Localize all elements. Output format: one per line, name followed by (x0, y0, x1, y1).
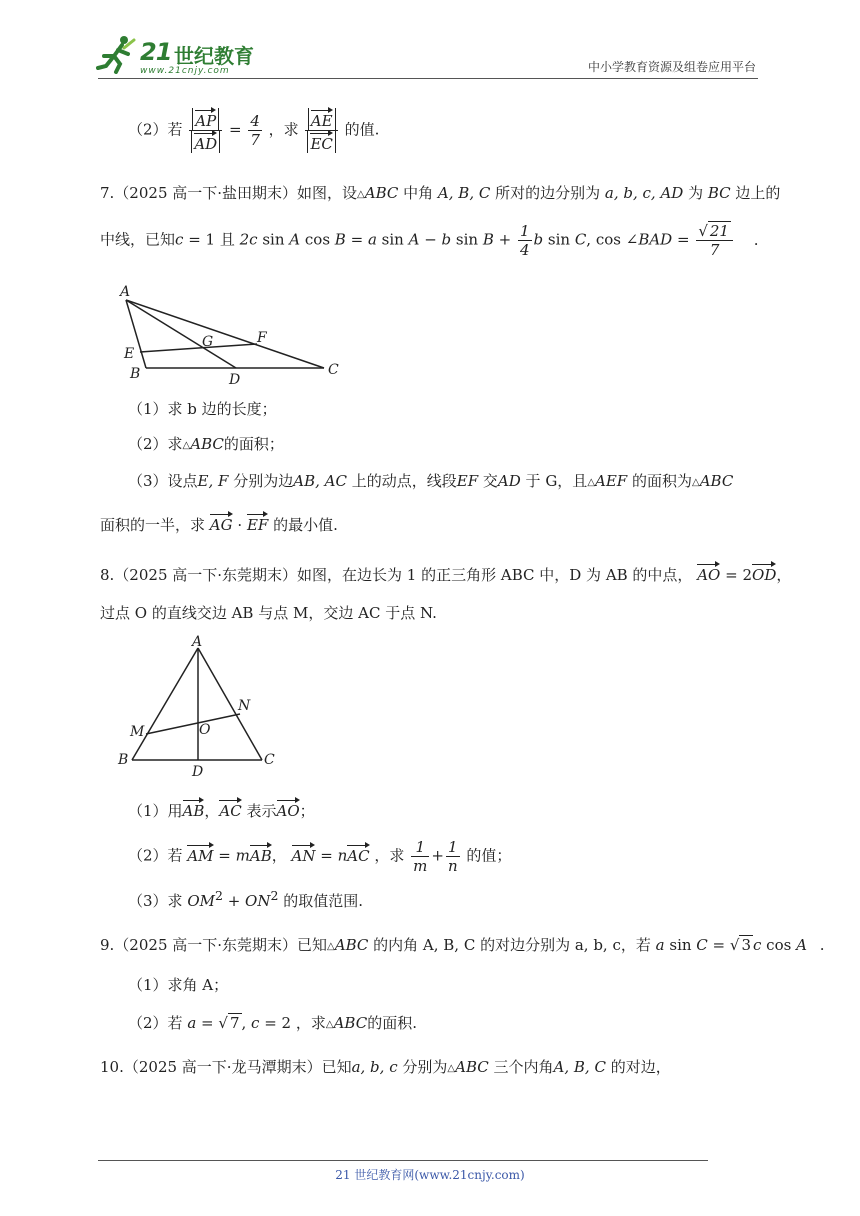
q8-part2: （2）若 AM = mAB， AN = nAC ，求 $\frac{1}{m}$ + $\frac{1}{n}$ 的值； (128, 838, 512, 875)
logo-url: www.21cnjy.com (140, 66, 230, 76)
q7-stem: 7.（2025 高一下·盐田期末）如图，设△ABC 中角 A, B, C 所对的边分别为 a, b, c, AD 为 BC 边上的 (100, 184, 781, 202)
q9-part1: （1）求角 A； (128, 976, 229, 994)
logo-name: 世纪教育 (174, 44, 254, 68)
label-f: F (257, 330, 267, 346)
q8-part3: （3）求 $OM^2 + ON^2$ 的取值范围. (128, 888, 363, 910)
ap-ad-ratio: $\frac{AP}{AD}$ (189, 108, 222, 153)
q9-stem: 9.（2025 高一下·东莞期末）已知△ABC 的内角 A, B, C 的对边分别为 a, b, c，若 a sin C = √ 3 c cos A . (100, 936, 825, 954)
q7-part3-cont: 面积的一半，求 AG · EF 的最小值. (100, 512, 338, 535)
logo-number: 21 (140, 38, 172, 66)
label-b: B (130, 366, 141, 382)
label-b: B (118, 752, 129, 768)
site-logo[interactable] (94, 34, 264, 80)
q7-part2: （2）求△ABC的面积； (128, 435, 284, 453)
label-m: M (130, 724, 145, 740)
page-header (0, 0, 860, 80)
four-sevenths: $\frac{4}{7}$ (250, 112, 260, 149)
footer-link[interactable]: 21 世纪教育网(www.21cnjy.com) (335, 1168, 525, 1182)
q7-part3: （3）设点E, F 分别为边AB, AC 上的动点，线段EF 交AD 于 G，且△AEF 的面积为△ABC (128, 472, 734, 490)
label-o: O (199, 722, 211, 738)
q7-condition: 中线，已知c = 1 且 2c sin A cos B = a sin A − b sin B + $\frac{1}{4}$ b sin C, cos ∠BAD = $\frac{√ 21}{7}$ . (100, 222, 759, 259)
label-c: C (264, 752, 275, 768)
label-n: N (238, 698, 251, 714)
header-divider (98, 78, 758, 79)
ae-ec-ratio: $\frac{AE}{EC}$ (305, 108, 337, 153)
header-platform-text: 中小学教育资源及组卷应用平台 (587, 60, 756, 74)
q6-part2: （2）若 $\frac{AP}{AD}$ = $\frac{4}{7}$ ，求 $\frac{AE}{EC}$ 的值. (128, 108, 379, 153)
label-d: D (192, 764, 204, 780)
label-e: E (124, 346, 135, 362)
label-a: A (120, 284, 131, 300)
q7-part1: （1）求 b 边的长度； (128, 400, 277, 418)
q9-part2: （2）若 a = √ 7 , c = 2 ，求△ABC的面积. (128, 1014, 417, 1032)
q8-part1: （1）用AB，AC 表示AO； (128, 798, 315, 821)
q8-stem-cont: 过点 O 的直线交边 AB 与点 M，交边 AC 于点 N. (100, 604, 437, 622)
label-c: C (328, 362, 339, 378)
runner-logo-icon (94, 34, 140, 74)
q8-figure (112, 634, 282, 784)
label-a: A (192, 634, 203, 650)
q7-figure (112, 282, 352, 392)
footer-divider (98, 1160, 708, 1161)
label-d: D (229, 372, 241, 388)
q8-stem: 8.（2025 高一下·东莞期末）如图，在边长为 1 的正三角形 ABC 中，D 为 AB 的中点， AO = 2OD， (100, 562, 791, 585)
label-g: G (202, 334, 214, 350)
q10-stem: 10.（2025 高一下·龙马潭期末）已知a, b, c 分别为△ABC 三个内角A, B, C 的对边， (100, 1058, 671, 1076)
